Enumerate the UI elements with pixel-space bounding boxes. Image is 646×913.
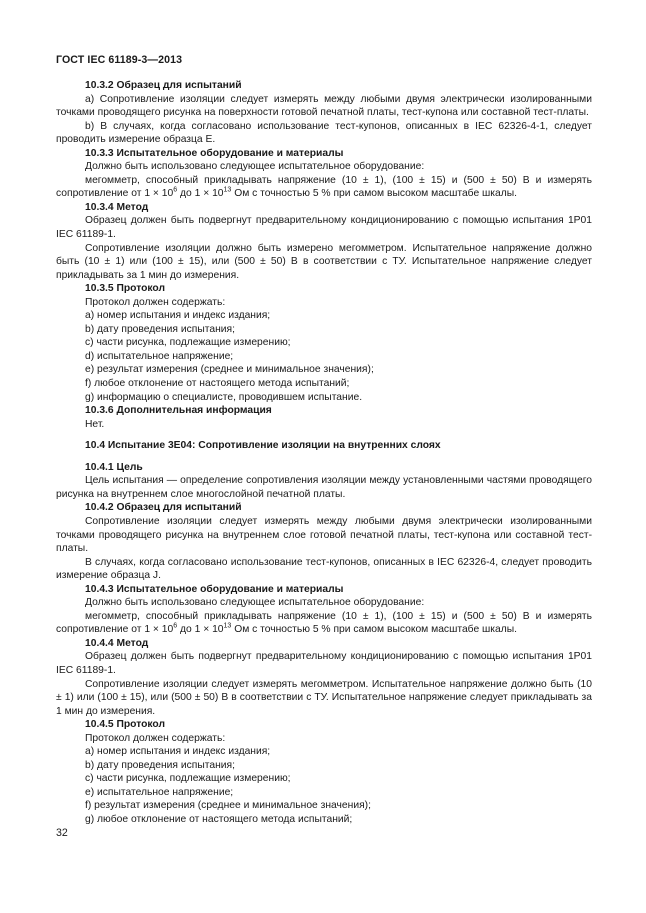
paragraph: Протокол должен содержать: bbox=[85, 732, 226, 744]
section-heading: 10.4.5 Протокол bbox=[85, 719, 166, 731]
section-heading: 10.3.2 Образец для испытаний bbox=[85, 80, 242, 91]
paragraph: Образец должен быть подвергнут предварительному кондиционированию с помощью испытания 1P01 IEC 61189-1. bbox=[56, 215, 592, 241]
list-item: d) испытательное напряжение; bbox=[85, 350, 234, 362]
section-heading: 10.3.6 Дополнительная информация bbox=[85, 405, 272, 417]
text: мегомметр, способный прикладывать напряжение (10 ± 1), (100 ± 15) и (500 ± 50) В и измерять сопротивление от 1 × 10 bbox=[56, 174, 592, 200]
text: до 1 × 10 bbox=[177, 624, 224, 636]
section-heading: 10.4.3 Испытательное оборудование и материалы bbox=[85, 583, 344, 595]
text: Ом с точностью 5 % при самом высоком масштабе шкалы. bbox=[231, 188, 518, 200]
list-item: f) результат измерения (среднее и минимальное значения); bbox=[85, 800, 371, 812]
section-heading: 10.3.4 Метод bbox=[85, 201, 149, 213]
list-item: с) части рисунка, подлежащие измерению; bbox=[85, 337, 291, 349]
section-heading: 10.4 Испытание 3E04: Сопротивление изоляции на внутренних слоях bbox=[85, 440, 441, 452]
page-number: 32 bbox=[56, 827, 68, 839]
list-item: b) дату проведения испытания; bbox=[85, 323, 235, 335]
paragraph: а) Сопротивление изоляции следует измерять между любыми двумя электрически изолированными точками проводящего рисунка на поверхности готовой печатной платы, тест-купона или составной тест-платы. bbox=[56, 93, 592, 119]
section-heading: 10.3.3 Испытательное оборудование и материалы bbox=[85, 147, 344, 159]
equipment-paragraph bbox=[56, 174, 592, 201]
paragraph: Цель испытания — определение сопротивления изоляции между установленными частями проводящего рисунка на внутреннем слое многослойной печатной платы. bbox=[56, 475, 592, 500]
list-item: с) части рисунка, подлежащие измерению; bbox=[85, 773, 291, 785]
exponent: 6 bbox=[173, 186, 178, 194]
paragraph: Сопротивление изоляции должно быть измерено мегомметром. Испытательное напряжение должно быть (10 ± 1) или (100 ± 15), или (500 ± 50) В в соответствии с ТУ. Испытательное напряжение следует прикладывать за 1 мин до измерения. bbox=[56, 242, 592, 281]
document-body bbox=[56, 79, 592, 827]
list-item: b) дату проведения испытания; bbox=[85, 759, 235, 771]
paragraph: b) В случаях, когда согласовано использование тест-купонов, описанных в IEC 62326-4-1, следует проводить измерение образца E. bbox=[56, 120, 592, 146]
exponent: 6 bbox=[173, 622, 178, 630]
paragraph: Нет. bbox=[85, 418, 105, 430]
list-item: а) номер испытания и индекс издания; bbox=[85, 746, 271, 758]
list-item: е) результат измерения (среднее и минимальное значения); bbox=[85, 364, 374, 376]
section-heading: 10.4.2 Образец для испытаний bbox=[85, 502, 242, 514]
equipment-paragraph bbox=[56, 610, 592, 637]
exponent: 13 bbox=[223, 186, 232, 194]
paragraph: Образец должен быть подвергнут предварительному кондиционированию с помощью испытания 1P01 IEC 61189-1. bbox=[56, 651, 592, 676]
paragraph: Сопротивление изоляции следует измерять между любыми двумя электрически изолированными точками проводящего рисунка на внутреннем слое готовой печатной платы, тест-купона или составной тест-платы. bbox=[56, 515, 592, 555]
paragraph: Протокол должен содержать: bbox=[85, 296, 226, 308]
section-heading: 10.4.1 Цель bbox=[85, 461, 143, 473]
text: Ом с точностью 5 % при самом высоком масштабе шкалы. bbox=[231, 624, 518, 636]
page-header: ГОСТ IEC 61189-3—2013 bbox=[56, 54, 183, 66]
paragraph: В случаях, когда согласовано использование тест-купонов, описанных в IEC 62326-4, следует проводить измерение образца J. bbox=[56, 556, 592, 582]
list-item: е) испытательное напряжение; bbox=[85, 786, 234, 798]
list-item: g) информацию о специалисте, проводившем испытание. bbox=[85, 391, 363, 403]
text: до 1 × 10 bbox=[177, 188, 224, 200]
section-heading: 10.3.5 Протокол bbox=[85, 283, 166, 295]
paragraph: Должно быть использовано следующее испытательное оборудование: bbox=[85, 161, 425, 173]
section-heading: 10.4.4 Метод bbox=[85, 637, 149, 649]
list-item: g) любое отклонение от настоящего метода испытаний; bbox=[85, 813, 353, 825]
paragraph: Сопротивление изоляции следует измерять мегомметром. Испытательное напряжение должно быть (10 ± 1) или (100 ± 15), или (500 ± 50) В в соответствии с ТУ. Испытательное напряжение следует прикладывать за 1 мин до измерения. bbox=[56, 678, 592, 717]
paragraph: Должно быть использовано следующее испытательное оборудование: bbox=[85, 597, 425, 609]
text: мегомметр, способный прикладывать напряжение (10 ± 1), (100 ± 15) и (500 ± 50) В и измерять сопротивление от 1 × 10 bbox=[56, 610, 592, 636]
list-item: f) любое отклонение от настоящего метода испытаний; bbox=[85, 378, 350, 390]
list-item: а) номер испытания и индекс издания; bbox=[85, 310, 271, 322]
exponent: 13 bbox=[223, 622, 232, 630]
